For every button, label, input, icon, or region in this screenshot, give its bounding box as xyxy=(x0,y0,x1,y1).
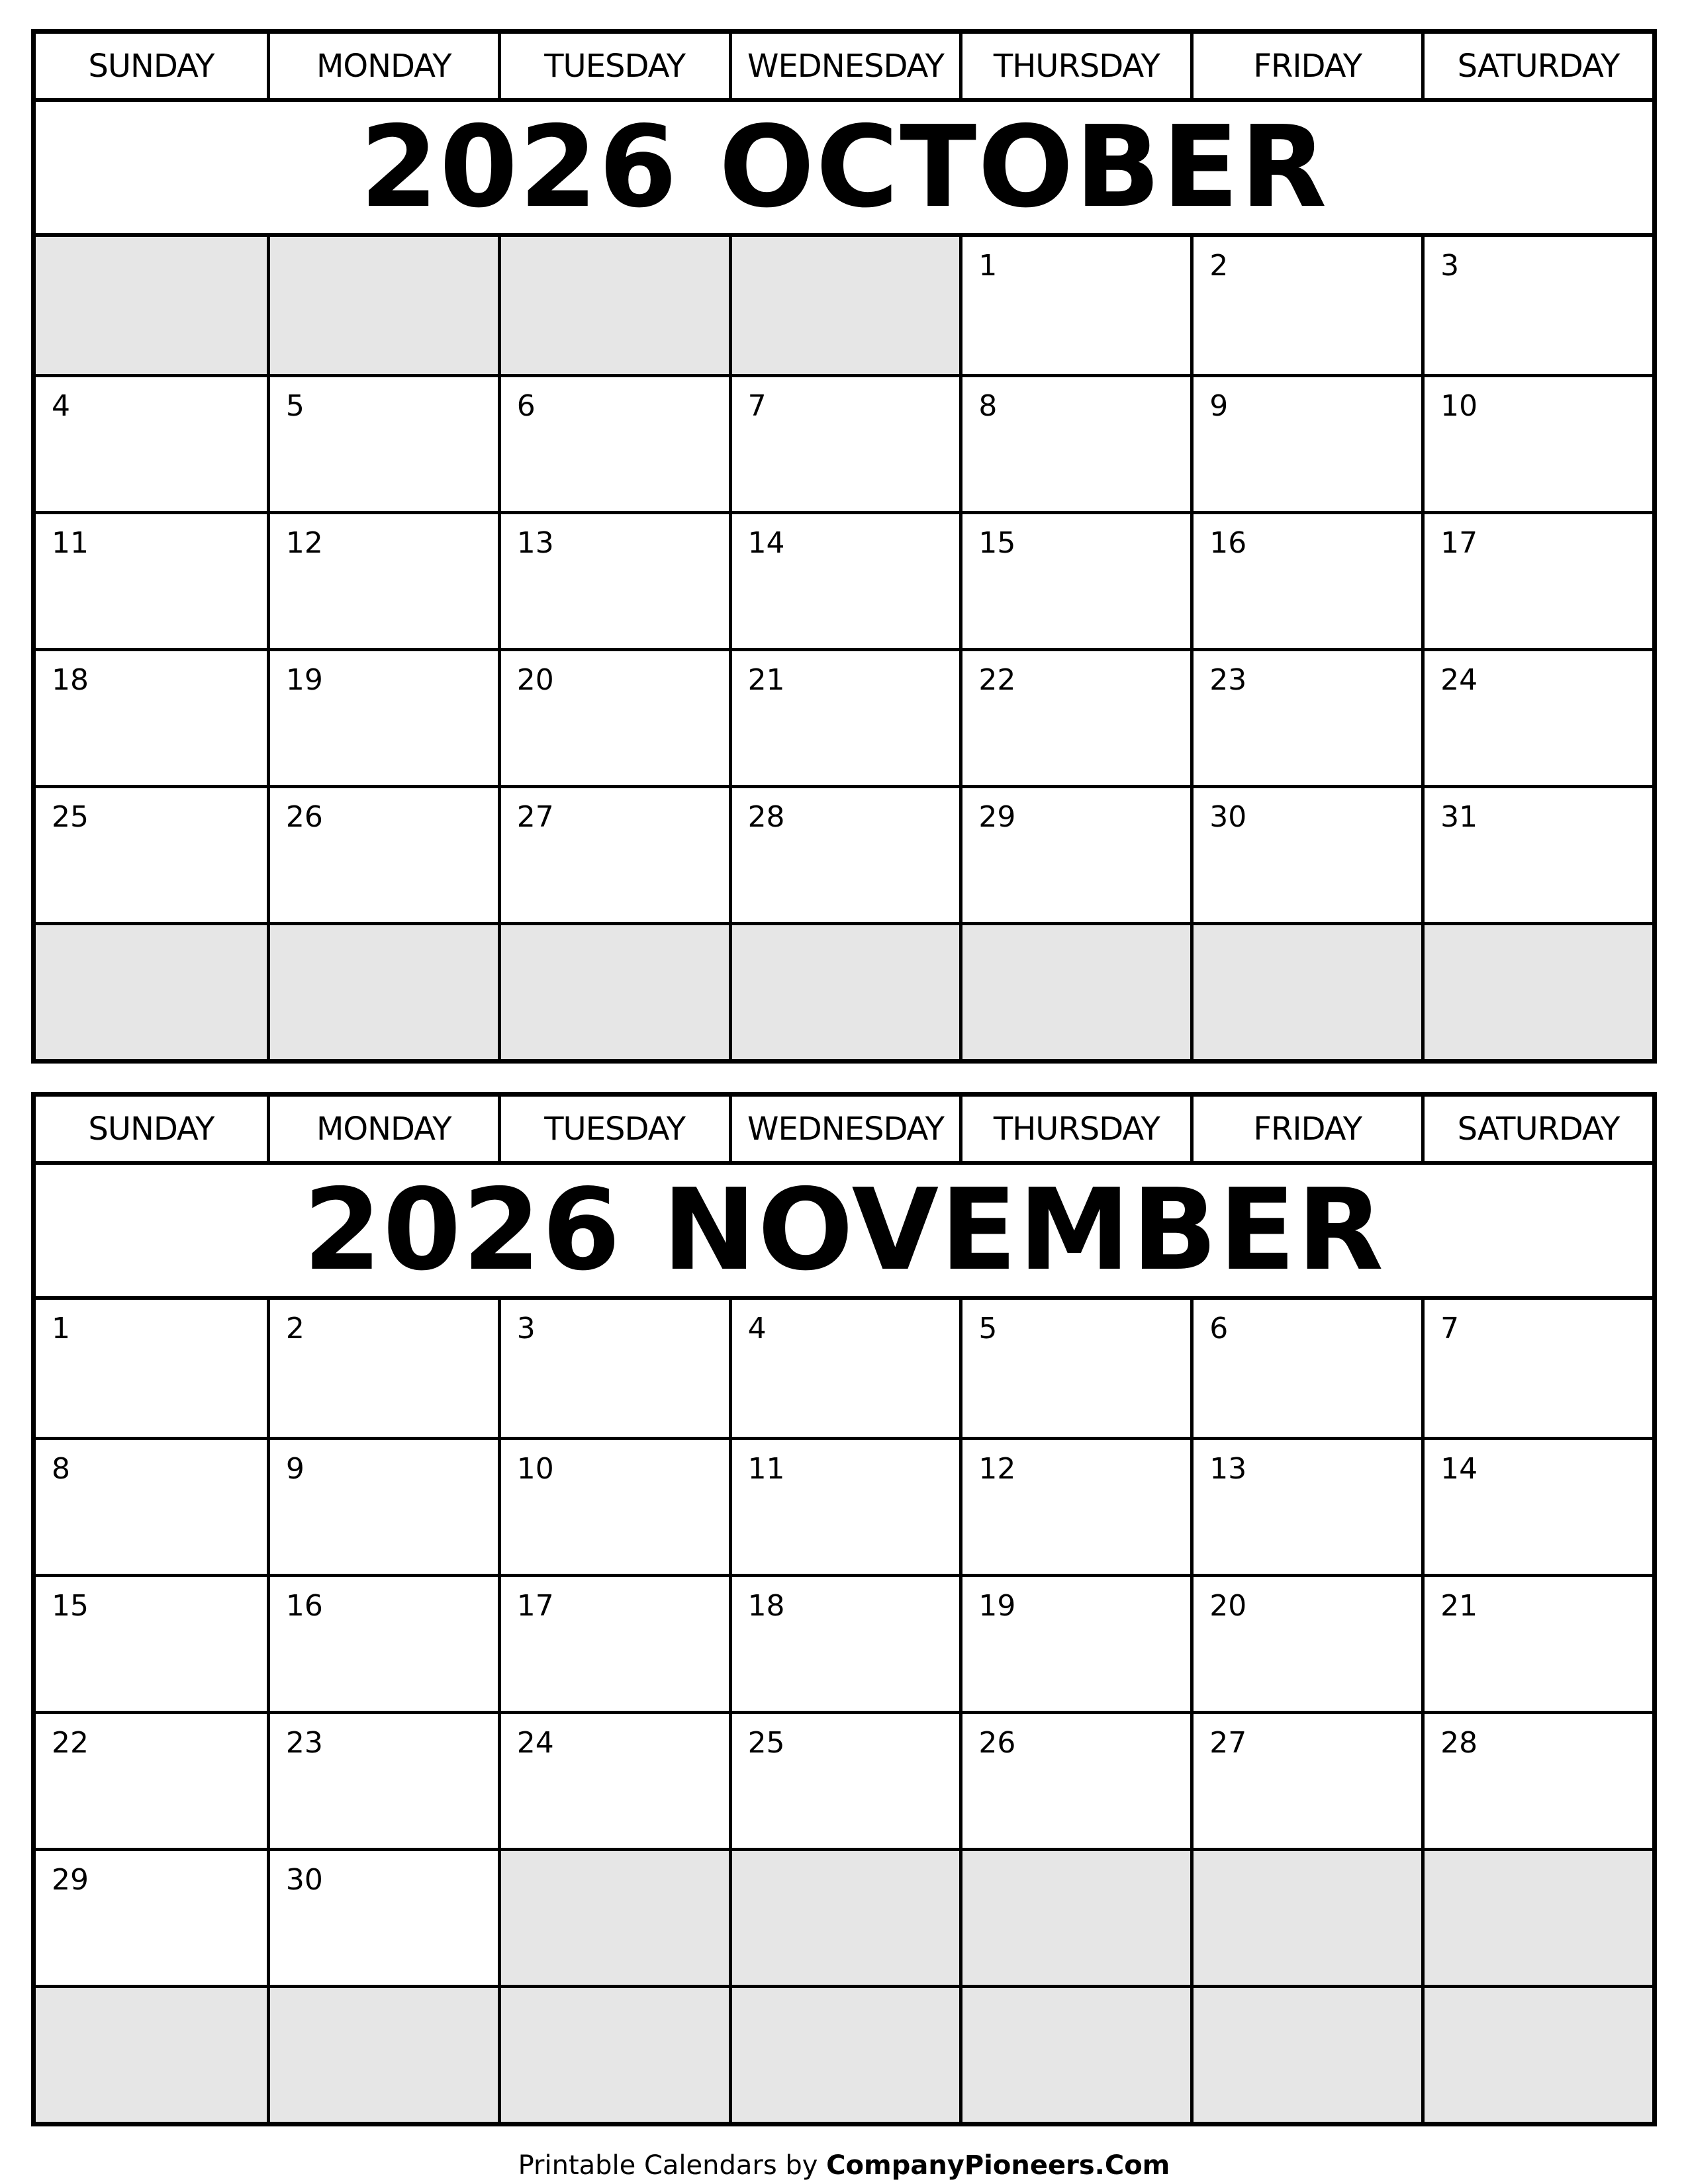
day-cell xyxy=(1421,1574,1652,1711)
day-cell xyxy=(729,1711,960,1848)
day-cell xyxy=(959,1711,1190,1848)
empty-day-cell xyxy=(1190,1848,1421,1985)
day-number: 26 xyxy=(285,800,323,834)
day-number: 13 xyxy=(516,526,554,560)
weekday-thursday: THURSDAY xyxy=(959,34,1190,98)
calendar-october xyxy=(31,29,1657,1064)
empty-day-cell xyxy=(498,922,729,1059)
day-cell xyxy=(36,1848,267,1985)
day-number: 21 xyxy=(747,663,785,697)
weekday-header-row xyxy=(36,34,1652,102)
day-cell xyxy=(1421,1711,1652,1848)
weekday-saturday: SATURDAY xyxy=(1421,34,1652,98)
day-cell xyxy=(1190,1300,1421,1437)
day-cell xyxy=(498,785,729,922)
day-cell xyxy=(729,511,960,648)
empty-day-cell xyxy=(267,237,498,374)
empty-day-cell xyxy=(1190,1985,1421,2122)
day-cell xyxy=(1421,1300,1652,1437)
day-cell xyxy=(1421,237,1652,374)
day-number: 31 xyxy=(1440,800,1478,834)
day-cell xyxy=(1190,1437,1421,1574)
day-cell xyxy=(1190,785,1421,922)
day-number: 8 xyxy=(978,389,998,423)
day-cell xyxy=(1190,374,1421,511)
day-number: 3 xyxy=(1440,249,1460,283)
day-number: 22 xyxy=(52,1726,89,1760)
day-cell xyxy=(498,1574,729,1711)
day-cell xyxy=(498,1437,729,1574)
weekday-tuesday: TUESDAY xyxy=(498,1097,729,1161)
day-cell xyxy=(959,511,1190,648)
day-cell xyxy=(1421,374,1652,511)
day-cell xyxy=(498,648,729,785)
day-number: 19 xyxy=(285,663,323,697)
day-number: 15 xyxy=(52,1589,89,1623)
day-number: 5 xyxy=(285,389,305,423)
day-cell xyxy=(267,374,498,511)
day-cell xyxy=(1190,648,1421,785)
day-cell xyxy=(36,785,267,922)
calendar-november xyxy=(31,1092,1657,2126)
day-cell xyxy=(36,648,267,785)
day-number: 11 xyxy=(747,1452,785,1486)
weekday-wednesday: WEDNESDAY xyxy=(729,34,960,98)
weekday-friday: FRIDAY xyxy=(1190,34,1421,98)
day-cell xyxy=(1190,237,1421,374)
day-number: 20 xyxy=(516,663,554,697)
weekday-friday: FRIDAY xyxy=(1190,1097,1421,1161)
day-cell xyxy=(267,1574,498,1711)
day-number: 6 xyxy=(516,389,536,423)
day-cell xyxy=(729,1437,960,1574)
day-number: 8 xyxy=(52,1452,70,1486)
empty-day-cell xyxy=(498,1848,729,1985)
day-number: 30 xyxy=(285,1863,323,1897)
empty-day-cell xyxy=(1421,1848,1652,1985)
day-cell xyxy=(959,785,1190,922)
empty-day-cell xyxy=(36,237,267,374)
empty-day-cell xyxy=(729,1985,960,2122)
day-number: 9 xyxy=(285,1452,305,1486)
day-cell xyxy=(267,1848,498,1985)
day-number: 14 xyxy=(1440,1452,1478,1486)
empty-day-cell xyxy=(959,1985,1190,2122)
day-number: 7 xyxy=(1440,1312,1460,1345)
days-grid xyxy=(36,1300,1652,2122)
day-cell xyxy=(959,648,1190,785)
day-number: 26 xyxy=(978,1726,1016,1760)
day-cell xyxy=(1421,648,1652,785)
day-cell xyxy=(729,374,960,511)
day-number: 11 xyxy=(52,526,89,560)
day-number: 15 xyxy=(978,526,1016,560)
day-cell xyxy=(729,648,960,785)
day-cell xyxy=(36,1437,267,1574)
day-cell xyxy=(36,374,267,511)
day-number: 13 xyxy=(1209,1452,1247,1486)
empty-day-cell xyxy=(1190,922,1421,1059)
days-grid xyxy=(36,237,1652,1059)
day-number: 10 xyxy=(1440,389,1478,423)
day-cell xyxy=(1190,511,1421,648)
day-number: 2 xyxy=(1209,249,1229,283)
empty-day-cell xyxy=(498,1985,729,2122)
day-number: 3 xyxy=(516,1312,536,1345)
day-number: 6 xyxy=(1209,1312,1229,1345)
day-cell xyxy=(267,1300,498,1437)
day-cell xyxy=(267,1711,498,1848)
footer-prefix: Printable Calendars by xyxy=(518,2150,827,2181)
day-cell xyxy=(959,1574,1190,1711)
empty-day-cell xyxy=(1421,1985,1652,2122)
day-number: 27 xyxy=(516,800,554,834)
empty-day-cell xyxy=(729,1848,960,1985)
day-cell xyxy=(1190,1574,1421,1711)
day-cell xyxy=(498,1300,729,1437)
weekday-tuesday: TUESDAY xyxy=(498,34,729,98)
day-number: 24 xyxy=(1440,663,1478,697)
footer-site-link[interactable]: CompanyPioneers.Com xyxy=(826,2150,1170,2181)
day-cell xyxy=(729,1300,960,1437)
empty-day-cell xyxy=(498,237,729,374)
day-cell xyxy=(36,1711,267,1848)
empty-day-cell xyxy=(729,237,960,374)
day-number: 20 xyxy=(1209,1589,1247,1623)
day-number: 2 xyxy=(285,1312,305,1345)
empty-day-cell xyxy=(36,1985,267,2122)
day-number: 29 xyxy=(978,800,1016,834)
empty-day-cell xyxy=(959,1848,1190,1985)
day-cell xyxy=(267,1437,498,1574)
day-number: 18 xyxy=(52,663,89,697)
day-cell xyxy=(959,1300,1190,1437)
weekday-thursday: THURSDAY xyxy=(959,1097,1190,1161)
day-cell xyxy=(1421,785,1652,922)
day-cell xyxy=(1190,1711,1421,1848)
day-number: 30 xyxy=(1209,800,1247,834)
empty-day-cell xyxy=(729,922,960,1059)
day-cell xyxy=(1421,511,1652,648)
day-cell xyxy=(959,374,1190,511)
day-number: 18 xyxy=(747,1589,785,1623)
day-number: 23 xyxy=(1209,663,1247,697)
empty-day-cell xyxy=(1421,922,1652,1059)
day-number: 5 xyxy=(978,1312,998,1345)
day-cell xyxy=(267,648,498,785)
day-number: 25 xyxy=(747,1726,785,1760)
day-number: 22 xyxy=(978,663,1016,697)
day-number: 4 xyxy=(747,1312,767,1345)
empty-day-cell xyxy=(267,1985,498,2122)
day-number: 17 xyxy=(516,1589,554,1623)
weekday-monday: MONDAY xyxy=(267,34,498,98)
day-cell xyxy=(36,1574,267,1711)
month-title: 2026 OCTOBER xyxy=(359,102,1329,233)
month-title: 2026 NOVEMBER xyxy=(303,1165,1385,1296)
footer-credit xyxy=(0,2152,1688,2179)
weekday-header-row xyxy=(36,1097,1652,1165)
day-number: 28 xyxy=(1440,1726,1478,1760)
weekday-wednesday: WEDNESDAY xyxy=(729,1097,960,1161)
day-number: 28 xyxy=(747,800,785,834)
day-cell xyxy=(729,1574,960,1711)
day-number: 12 xyxy=(978,1452,1016,1486)
weekday-sunday: SUNDAY xyxy=(88,1110,214,1148)
month-title-row xyxy=(36,102,1652,237)
empty-day-cell xyxy=(36,922,267,1059)
day-number: 19 xyxy=(978,1589,1016,1623)
day-number: 10 xyxy=(516,1452,554,1486)
day-number: 27 xyxy=(1209,1726,1247,1760)
day-cell xyxy=(959,1437,1190,1574)
day-number: 7 xyxy=(747,389,767,423)
day-number: 17 xyxy=(1440,526,1478,560)
empty-day-cell xyxy=(959,922,1190,1059)
day-number: 1 xyxy=(52,1312,70,1345)
day-number: 23 xyxy=(285,1726,323,1760)
day-number: 24 xyxy=(516,1726,554,1760)
day-cell xyxy=(267,785,498,922)
weekday-monday: MONDAY xyxy=(267,1097,498,1161)
day-cell xyxy=(1421,1437,1652,1574)
day-number: 4 xyxy=(52,389,70,423)
day-number: 1 xyxy=(978,249,998,283)
day-cell xyxy=(36,511,267,648)
day-cell xyxy=(498,374,729,511)
day-cell xyxy=(729,785,960,922)
day-number: 14 xyxy=(747,526,785,560)
day-cell xyxy=(498,511,729,648)
day-cell xyxy=(959,237,1190,374)
day-number: 16 xyxy=(285,1589,323,1623)
day-number: 12 xyxy=(285,526,323,560)
day-number: 21 xyxy=(1440,1589,1478,1623)
day-cell xyxy=(267,511,498,648)
day-cell xyxy=(36,1300,267,1437)
day-number: 16 xyxy=(1209,526,1247,560)
day-number: 29 xyxy=(52,1863,89,1897)
month-title-row xyxy=(36,1165,1652,1300)
day-number: 25 xyxy=(52,800,89,834)
weekday-saturday: SATURDAY xyxy=(1421,1097,1652,1161)
empty-day-cell xyxy=(267,922,498,1059)
day-cell xyxy=(498,1711,729,1848)
weekday-sunday: SUNDAY xyxy=(88,47,214,85)
day-number: 9 xyxy=(1209,389,1229,423)
